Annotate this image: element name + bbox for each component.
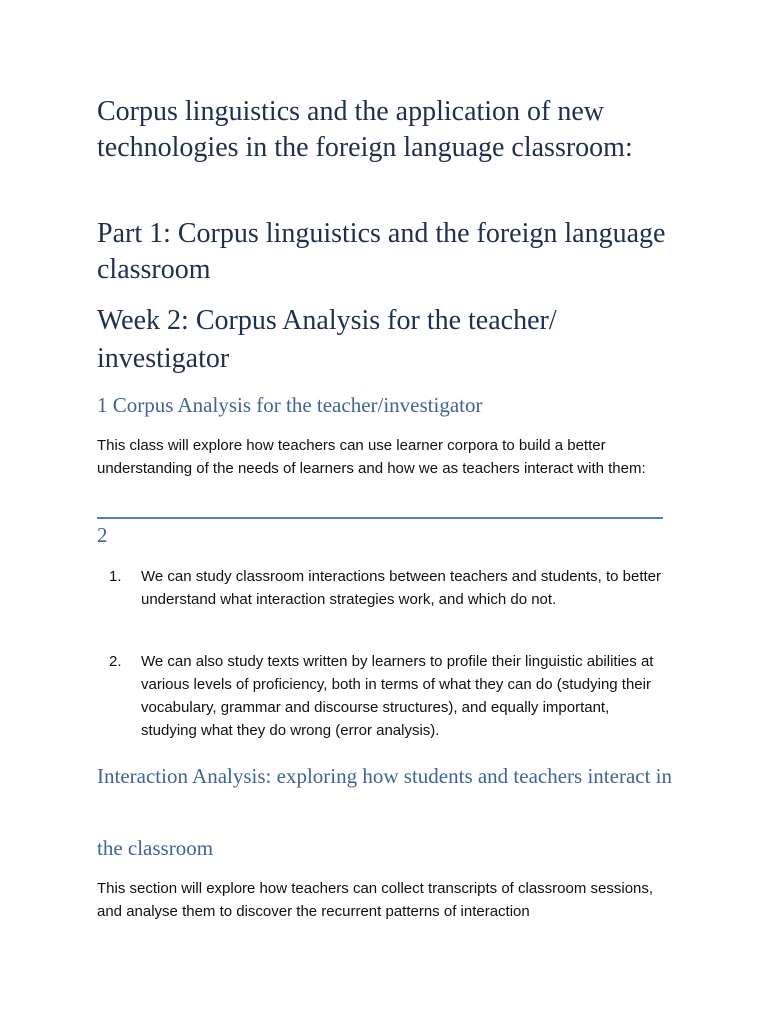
document-title: Corpus linguistics and the application of new technologies in the foreign language classroom:	[97, 96, 633, 163]
list-marker: 2.	[109, 653, 122, 670]
page-number: 2	[97, 523, 108, 547]
list-item-text: We can study classroom interactions between teachers and students, to better understand what interaction strategies work, and which do not.	[141, 568, 662, 608]
week-heading: Week 2: Corpus Analysis for the teacher/ investigator	[97, 305, 557, 374]
horizontal-rule	[97, 517, 663, 519]
section-body-paragraph: This section will explore how teachers can collect transcripts of classroom sessions, and analyse them to discover the recurrent patterns of interaction	[97, 880, 654, 920]
section-intro-paragraph: This class will explore how teachers can use learner corpora to build a better understanding of the needs of learners and how we as teachers interact with them:	[97, 437, 646, 477]
section-heading-corpus-analysis: 1 Corpus Analysis for the teacher/investigator	[97, 393, 483, 417]
section-heading-continuation: the classroom	[97, 836, 214, 860]
part-heading: Part 1: Corpus linguistics and the foreign language classroom	[97, 218, 666, 285]
section-heading-interaction-analysis: Interaction Analysis: exploring how students and teachers interact in	[97, 764, 673, 788]
list-item-text: We can also study texts written by learners to profile their linguistic abilities at various levels of proficiency, both in terms of what they can do (studying their vocabulary, grammar and discourse structures), and equally important, studying what they do wrong (error analysis).	[141, 653, 654, 739]
list-marker: 1.	[109, 568, 122, 585]
